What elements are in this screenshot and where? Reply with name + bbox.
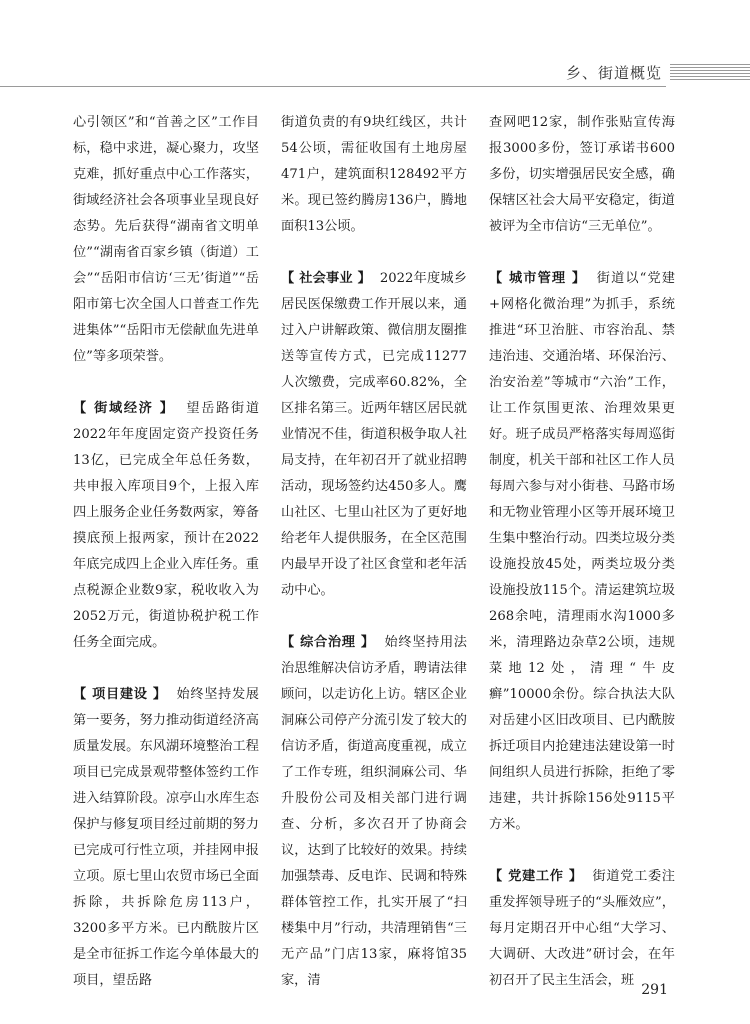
paragraph-project-construction [73, 682, 259, 994]
section-text: 查网吧12家，制作张贴宣传海报3000多份，签订承诺书600多份，切实增强居民安全感，确保辖区社会大局平安稳定，街道被评为全市信访“三无单位”。 [489, 115, 675, 234]
section-text: 街道负责的有9块红线区，共计54公顷，需征收国有土地房屋471户，建筑面积128492平方米。现已签约腾房136户，腾地面积13公顷。 [281, 115, 467, 234]
paragraph-party-building [489, 864, 675, 994]
section-title-urban-management: 【 城市管理 】 [489, 271, 587, 286]
text-column-3 [489, 110, 675, 988]
section-title-street-economy: 【 街域经济 】 [73, 401, 175, 416]
paragraph-social-affairs [281, 266, 467, 604]
paragraph-street-economy [73, 396, 259, 656]
paragraph [281, 110, 467, 240]
header-rule [0, 86, 666, 87]
section-title-project-construction: 【 项目建设 】 [73, 687, 167, 702]
paragraph-comprehensive-governance [281, 630, 467, 994]
text-column-1 [73, 110, 260, 988]
paragraph [489, 110, 675, 240]
section-title-social-affairs: 【 社会事业 】 [281, 271, 372, 286]
section-text: 望岳路街道2022年年度固定资产投资任务13亿，已完成全年总任务数，共申报入库项目9个，上报入库四上服务企业任务数两家，筹备摸底预上报两家，预计在2022年底完成四上企业入库任务。重点税源企业数9家，税收收入为2052万元，街道协税护税工作任务全面完成。 [73, 401, 260, 650]
paragraph-urban-management [489, 266, 675, 838]
paragraph [73, 110, 259, 370]
section-text: 街道以“党建+网格化微治理”为抓手，系统推进“环卫治脏、市容治乱、禁违治违、交通治堵、环保治污、治安治差”等城市“六治”工作，让工作氛围更浓、治理效果更好。班子成员严格落实每周巡街制度，机关干部和社区工作人员每周六参与对小街巷、马路市场和无物业管理小区等开展环境卫生集中整治行动。四类垃圾分类设施投放45处，两类垃圾分类设施投放115个。清运建筑垃圾268余吨，清理雨水沟1000多米，清理路边杂草2公顷，违规菜地12处，清理“牛皮癣”10000余份。综合执法大队对岳建小区旧改项目、已内酰胺拆迁项目内抢建违法建设第一时间组织人员进行拆除，拒绝了零违建，共计拆除156处9115平方米。 [489, 271, 675, 832]
section-text: 心引领区”和“首善之区”工作目标，稳中求进，凝心聚力，攻坚克难，抓好重点中心工作落实，街域经济社会各项事业呈现良好态势。先后获得“湖南省文明单位”“湖南省百家乡镇（街道）工会”“岳阳市信访‘三无’街道”“岳阳市第七次全国人口普查工作先进集体”“岳阳市无偿献血先进单位”等多项荣誉。 [73, 115, 259, 364]
section-title-comprehensive-governance: 【 综合治理 】 [281, 635, 375, 650]
header-stripes-decoration [670, 64, 750, 82]
text-column-2 [281, 110, 467, 988]
section-title-party-building: 【 党建工作 】 [489, 869, 583, 884]
section-text: 2022年度城乡居民医保缴费工作开展以来，通过入户讲解政策、微信朋友圈推送等宣传方式，已完成11277人次缴费，完成率60.82%，全区排名第三。近两年辖区居民就业情况不佳，街道积极争取人社局支持，在年初召开了就业招聘活动，现场签约达450多人。鹰山社区、七里山社区为了更好地给老年人提供服务，在全区范围内最早开设了社区食堂和老年活动中心。 [281, 271, 467, 598]
page-number: 291 [641, 982, 668, 998]
section-text: 始终坚持发展第一要务，努力推动街道经济高质量发展。东风湖环境整治工程项目已完成景观带整体签约工作进入结算阶段。凉亭山水库生态保护与修复项目经过前期的努力已完成可行性立项，并挂网申报立项。原七里山农贸市场已全面拆除，共拆除危房113户，3200多平方米。已内酰胺片区是全市征拆工作迄今单体最大的项目，望岳路 [73, 687, 259, 988]
section-text: 始终坚持用法治思维解决信访矛盾，聘请法律顾问，以走访化上访。辖区企业洞麻公司停产分流引发了较大的信访矛盾，街道高度重视，成立了工作专班，组织洞麻公司、华升股份公司及相关部门进行调查、分析，多次召开了协商会议，达到了比较好的效果。持续加强禁毒、反电诈、民调和特殊群体管控工作，扎实开展了“扫楼集中月”行动，共清理销售“三无产品”门店13家，麻将馆35家，清 [281, 635, 467, 988]
section-text: 街道党工委注重发挥领导班子的“头雁效应”，每月定期召开中心组“大学习、大调研、大改进”研讨会，在年初召开了民主生活会，班 [489, 869, 675, 988]
running-header [0, 58, 750, 88]
header-title: 乡、街道概览 [565, 64, 662, 82]
